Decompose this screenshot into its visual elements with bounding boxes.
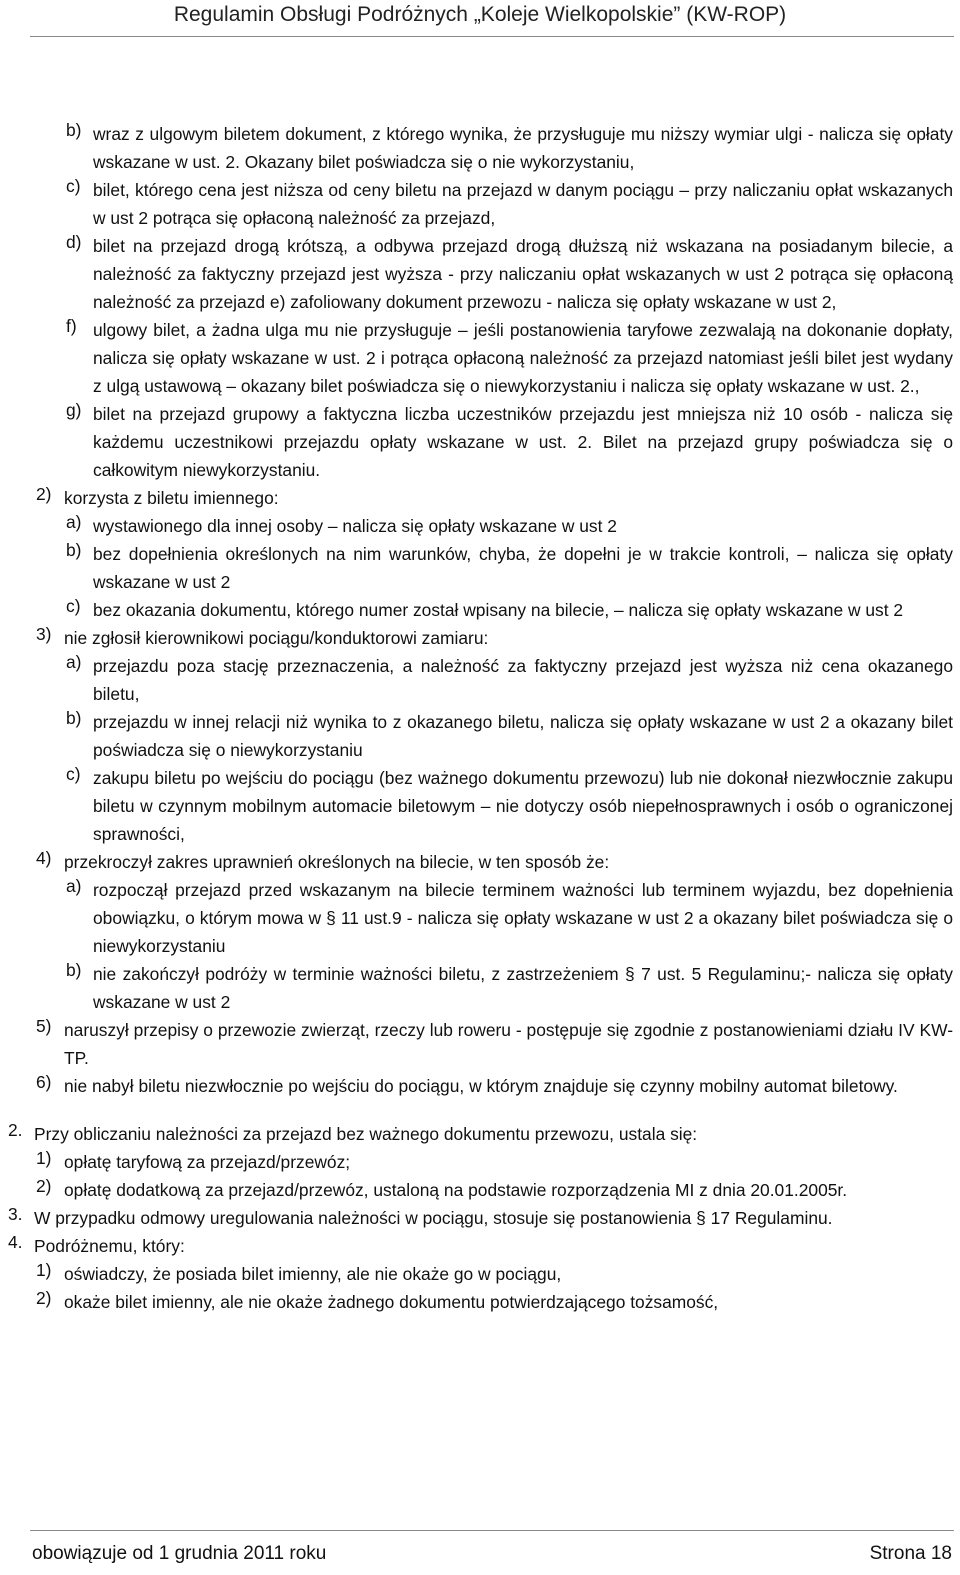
list-item — [0, 232, 960, 316]
list-item — [0, 484, 960, 512]
list-item-text: oświadczy, że posiada bilet imienny, ale nie okaże go w pociągu, — [64, 1264, 562, 1284]
list-item-text: wraz z ulgowym biletem dokument, z którego wynika, że przysługuje mu niższy wymiar ulgi - nalicza się opłaty wskazane w ust. 2. Okazany bilet poświadcza się o nie wykorzystaniu, — [93, 124, 953, 172]
paragraph-number: 2. — [8, 1120, 23, 1140]
paragraph-number: 3. — [8, 1204, 23, 1224]
list-item-label: 2) — [36, 1176, 52, 1196]
list-item — [0, 1148, 960, 1176]
list-item-text: wystawionego dla innej osoby – nalicza się opłaty wskazane w ust 2 — [93, 516, 617, 536]
list-item-label: b) — [66, 120, 82, 140]
numbered-paragraph — [0, 1120, 960, 1148]
list-item-label: c) — [66, 764, 81, 784]
list-item-text: bez dopełnienia określonych na nim warunków, chyba, że dopełni je w trakcie kontroli, – nalicza się opłaty wskazane w ust 2 — [93, 544, 953, 592]
footer-divider — [30, 1530, 954, 1531]
section-gap — [0, 1100, 960, 1120]
list-item-text: nie zgłosił kierownikowi pociągu/konduktorowi zamiaru: — [64, 628, 489, 648]
list-item-label: 1) — [36, 1260, 52, 1280]
list-item-text: bilet na przejazd grupowy a faktyczna liczba uczestników przejazdu jest mniejsza niż 10 osób - nalicza się każdemu uczestnikowi przejazdu opłaty wskazane w ust. 2. Bilet na przejazd grupy poświadcza się o całkowitym niewykorzystaniu. — [93, 404, 953, 480]
list-item-text: nie nabył biletu niezwłocznie po wejściu do pociągu, w którym znajduje się czynny mobilny automat biletowy. — [64, 1076, 898, 1096]
paragraph-text: Podróżnemu, który: — [34, 1236, 185, 1256]
page-footer — [0, 1530, 960, 1575]
page-number: Strona 18 — [869, 1543, 952, 1564]
list-item — [0, 876, 960, 960]
list-item — [0, 176, 960, 232]
validity-date: obowiązuje od 1 grudnia 2011 roku — [32, 1543, 327, 1564]
list-item-label: a) — [66, 876, 82, 896]
list-item-label: g) — [66, 400, 82, 420]
list-item-text: naruszył przepisy o przewozie zwierząt, rzeczy lub roweru - postępuje się zgodnie z postanowieniami działu IV KW-TP. — [64, 1020, 953, 1068]
header-divider — [30, 36, 954, 37]
list-item — [0, 400, 960, 484]
list-item — [0, 120, 960, 176]
list-item-label: 2) — [36, 484, 52, 504]
paragraph-number: 4. — [8, 1232, 23, 1252]
list-item-text: przejazdu poza stację przeznaczenia, a należność za faktyczny przejazd jest wyższa niż cena okazanego biletu, — [93, 656, 953, 704]
paragraph-text: W przypadku odmowy uregulowania należności w pociągu, stosuje się postanowienia § 17 Regulaminu. — [34, 1208, 833, 1228]
list-item-text: nie zakończył podróży w terminie ważności biletu, z zastrzeżeniem § 7 ust. 5 Regulaminu;- nalicza się opłaty wskazane w ust 2 — [93, 964, 953, 1012]
list-item-label: d) — [66, 232, 82, 252]
list-item — [0, 1176, 960, 1204]
list-item — [0, 764, 960, 848]
list-item-text: bez okazania dokumentu, którego numer został wpisany na bilecie, – nalicza się opłaty wskazane w ust 2 — [93, 600, 904, 620]
list-item-label: 5) — [36, 1016, 52, 1036]
list-item-label: 6) — [36, 1072, 52, 1092]
list-item-text: przekroczył zakres uprawnień określonych na bilecie, w ten sposób że: — [64, 852, 610, 872]
list-item-text: bilet, którego cena jest niższa od ceny biletu na przejazd w danym pociągu – przy naliczaniu opłat wskazanych w ust 2 potrąca się opłaconą należność za przejazd, — [93, 180, 953, 228]
list-item-label: a) — [66, 652, 82, 672]
list-item-text: opłatę dodatkową za przejazd/przewóz, ustaloną na podstawie rozporządzenia MI z dnia 20.01.2005r. — [64, 1180, 848, 1200]
list-item — [0, 848, 960, 876]
list-item — [0, 652, 960, 708]
list-item — [0, 1260, 960, 1288]
list-item-label: c) — [66, 596, 81, 616]
list-item-text: ulgowy bilet, a żadna ulga mu nie przysługuje – jeśli postanowienia taryfowe zezwalają na dokonanie dopłaty, nalicza się opłaty wskazane w ust. 2 i potrąca opłaconą należność za przejazd natomiast jeśli bilet jest wydany z ulgą ustawową – okazany bilet poświadcza się o niewykorzystaniu i nalicza się opłaty wskazane w ust. 2., — [93, 320, 953, 396]
list-item — [0, 1072, 960, 1100]
list-item — [0, 596, 960, 624]
list-item-text: rozpoczął przejazd przed wskazanym na bilecie terminem ważności lub terminem wyjazdu, bez dopełnienia obowiązku, o którym mowa w § 11 ust.9 - nalicza się opłaty wskazane w ust 2 a okazany bilet poświadcza się o niewykorzystaniu — [93, 880, 953, 956]
list-item — [0, 512, 960, 540]
page-header — [0, 0, 960, 36]
list-item-label: b) — [66, 960, 82, 980]
numbered-paragraph — [0, 1232, 960, 1260]
list-item-label: 1) — [36, 1148, 52, 1168]
list-item-text: opłatę taryfową za przejazd/przewóz; — [64, 1152, 351, 1172]
list-item — [0, 624, 960, 652]
list-item-text: przejazdu w innej relacji niż wynika to z okazanego biletu, nalicza się opłaty wskazane w ust 2 a okazany bilet poświadcza się o niewykorzystaniu — [93, 712, 953, 760]
paragraph-text: Przy obliczaniu należności za przejazd bez ważnego dokumentu przewozu, ustala się: — [34, 1124, 698, 1144]
list-item-text: okaże bilet imienny, ale nie okaże żadnego dokumentu potwierdzającego tożsamość, — [64, 1292, 719, 1312]
list-item — [0, 960, 960, 1016]
list-item-label: 2) — [36, 1288, 52, 1308]
numbered-paragraph — [0, 1204, 960, 1232]
list-item-label: c) — [66, 176, 81, 196]
list-item-label: b) — [66, 708, 82, 728]
document-body — [0, 120, 960, 1316]
list-item-label: f) — [66, 316, 77, 336]
list-item-text: bilet na przejazd drogą krótszą, a odbywa przejazd drogą dłuższą niż wskazana na posiadanym bilecie, a należność za faktyczny przejazd jest wyższa - przy naliczaniu opłat wskazanych w ust 2 potrąca się opłaconą należność za przejazd e) zafoliowany dokument przewozu - nalicza się opłaty wskazane w ust 2, — [93, 236, 953, 312]
list-item — [0, 1288, 960, 1316]
list-item — [0, 316, 960, 400]
list-item — [0, 540, 960, 596]
list-item-text: korzysta z biletu imiennego: — [64, 488, 279, 508]
list-item-label: 4) — [36, 848, 52, 868]
document-title: Regulamin Obsługi Podróżnych „Koleje Wielkopolskie” (KW-ROP) — [173, 3, 787, 26]
list-item — [0, 1016, 960, 1072]
list-item-label: a) — [66, 512, 82, 532]
list-item-label: 3) — [36, 624, 52, 644]
list-item-label: b) — [66, 540, 82, 560]
list-item — [0, 708, 960, 764]
list-item-text: zakupu biletu po wejściu do pociągu (bez ważnego dokumentu przewozu) lub nie dokonał niezwłocznie zakupu biletu w czynnym mobilnym automacie biletowym – nie dotyczy osób niepełnosprawnych i osób o ograniczonej sprawności, — [93, 768, 953, 844]
